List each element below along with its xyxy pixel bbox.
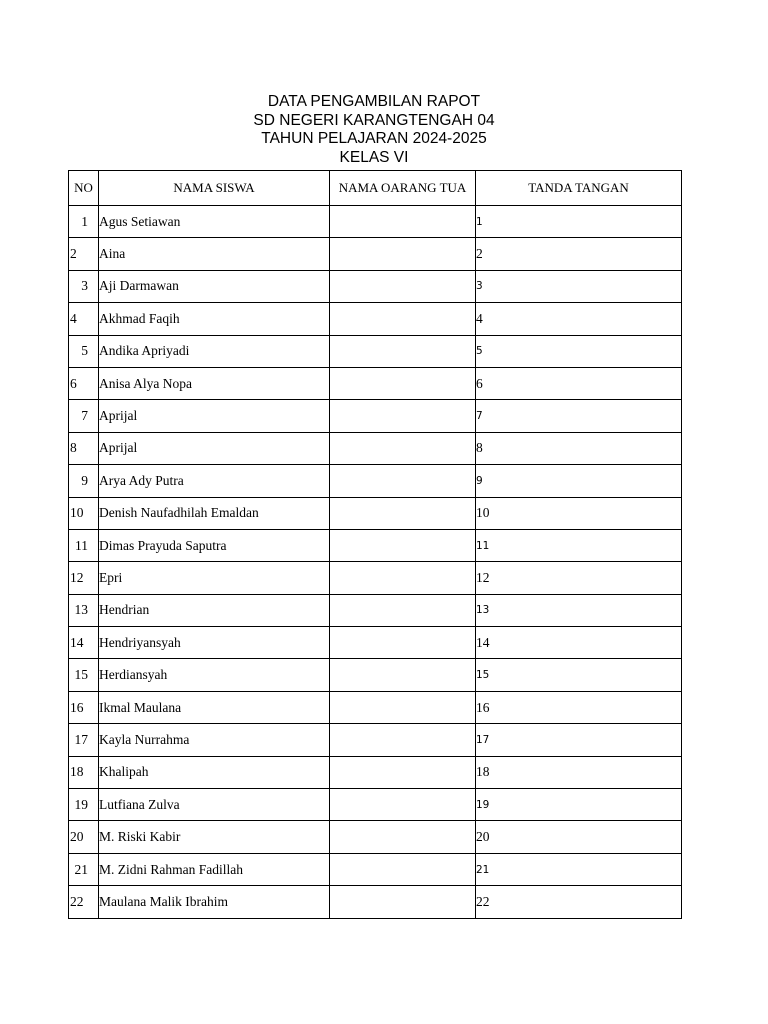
- table-row: [69, 853, 682, 885]
- row-number-cell: 13: [69, 594, 99, 626]
- row-number-cell: 6: [69, 367, 99, 399]
- table-row: [69, 400, 682, 432]
- student-name-cell: Agus Setiawan: [99, 206, 330, 238]
- student-name-cell: Ikmal Maulana: [99, 691, 330, 723]
- parent-name-cell[interactable]: [330, 691, 476, 723]
- parent-name-cell[interactable]: [330, 400, 476, 432]
- signature-cell[interactable]: 11: [476, 529, 682, 561]
- signature-cell[interactable]: 6: [476, 367, 682, 399]
- student-name-cell: Maulana Malik Ibrahim: [99, 886, 330, 918]
- student-name-cell: M. Riski Kabir: [99, 821, 330, 853]
- title-line-report: DATA PENGAMBILAN RAPOT: [267, 93, 481, 110]
- parent-name-cell[interactable]: [330, 659, 476, 691]
- column-header-parent-name: NAMA OARANG TUA: [330, 171, 476, 206]
- table-header-row: [69, 171, 682, 206]
- table-row: [69, 465, 682, 497]
- signature-cell[interactable]: 18: [476, 756, 682, 788]
- title-line-class: KELAS VI: [339, 148, 409, 166]
- signature-cell[interactable]: 3: [476, 270, 682, 302]
- table-row: [69, 432, 682, 464]
- parent-name-cell[interactable]: [330, 756, 476, 788]
- table-row: [69, 206, 682, 238]
- student-name-cell: Arya Ady Putra: [99, 465, 330, 497]
- table-row: [69, 691, 682, 723]
- parent-name-cell[interactable]: [330, 853, 476, 885]
- student-name-cell: Lutfiana Zulva: [99, 789, 330, 821]
- row-number-cell: 4: [69, 303, 99, 335]
- row-number-cell: 5: [69, 335, 99, 367]
- student-name-cell: Aprijal: [99, 432, 330, 464]
- parent-name-cell[interactable]: [330, 367, 476, 399]
- student-roster-table: [68, 170, 682, 919]
- signature-cell[interactable]: 5: [476, 335, 682, 367]
- student-name-cell: Aji Darmawan: [99, 270, 330, 302]
- row-number-cell: 8: [69, 432, 99, 464]
- signature-cell[interactable]: 15: [476, 659, 682, 691]
- student-name-cell: Khalipah: [99, 756, 330, 788]
- student-name-cell: Andika Apriyadi: [99, 335, 330, 367]
- parent-name-cell[interactable]: [330, 432, 476, 464]
- table-row: [69, 821, 682, 853]
- student-name-cell: M. Zidni Rahman Fadillah: [99, 853, 330, 885]
- table-row: [69, 594, 682, 626]
- signature-cell[interactable]: 8: [476, 432, 682, 464]
- table-row: [69, 335, 682, 367]
- table-body: [69, 206, 682, 919]
- student-name-cell: Herdiansyah: [99, 659, 330, 691]
- student-name-cell: Dimas Prayuda Saputra: [99, 529, 330, 561]
- student-name-cell: Anisa Alya Nopa: [99, 367, 330, 399]
- signature-cell[interactable]: 7: [476, 400, 682, 432]
- row-number-cell: 10: [69, 497, 99, 529]
- signature-cell[interactable]: 4: [476, 303, 682, 335]
- parent-name-cell[interactable]: [330, 724, 476, 756]
- table-row: [69, 789, 682, 821]
- row-number-cell: 14: [69, 627, 99, 659]
- parent-name-cell[interactable]: [330, 270, 476, 302]
- signature-cell[interactable]: 9: [476, 465, 682, 497]
- column-header-signature: TANDA TANGAN: [476, 171, 682, 206]
- parent-name-cell[interactable]: [330, 335, 476, 367]
- row-number-cell: 18: [69, 756, 99, 788]
- table-row: [69, 724, 682, 756]
- title-line-school: SD NEGERI KARANGTENGAH 04: [253, 111, 495, 129]
- table-row: [69, 886, 682, 918]
- parent-name-cell[interactable]: [330, 303, 476, 335]
- signature-cell[interactable]: 13: [476, 594, 682, 626]
- signature-cell[interactable]: 1: [476, 206, 682, 238]
- student-name-cell: Denish Naufadhilah Emaldan: [99, 497, 330, 529]
- parent-name-cell[interactable]: [330, 886, 476, 918]
- row-number-cell: 9: [69, 465, 99, 497]
- row-number-cell: 12: [69, 562, 99, 594]
- parent-name-cell[interactable]: [330, 529, 476, 561]
- table-row: [69, 238, 682, 270]
- row-number-cell: 17: [69, 724, 99, 756]
- table-row: [69, 497, 682, 529]
- signature-cell[interactable]: 17: [476, 724, 682, 756]
- student-name-cell: Kayla Nurrahma: [99, 724, 330, 756]
- student-name-cell: Epri: [99, 562, 330, 594]
- table-row: [69, 659, 682, 691]
- row-number-cell: 16: [69, 691, 99, 723]
- table-row: [69, 270, 682, 302]
- table-row: [69, 562, 682, 594]
- student-name-cell: Aina: [99, 238, 330, 270]
- signature-cell[interactable]: 19: [476, 789, 682, 821]
- signature-cell[interactable]: 12: [476, 562, 682, 594]
- signature-cell[interactable]: 16: [476, 691, 682, 723]
- table-row: [69, 529, 682, 561]
- table-row: [69, 367, 682, 399]
- signature-cell[interactable]: 22: [476, 886, 682, 918]
- student-name-cell: Hendrian: [99, 594, 330, 626]
- parent-name-cell[interactable]: [330, 465, 476, 497]
- signature-cell[interactable]: 10: [476, 497, 682, 529]
- row-number-cell: 3: [69, 270, 99, 302]
- parent-name-cell[interactable]: [330, 627, 476, 659]
- row-number-cell: 21: [69, 853, 99, 885]
- document-title: [0, 93, 748, 167]
- signature-cell[interactable]: 20: [476, 821, 682, 853]
- parent-name-cell[interactable]: [330, 821, 476, 853]
- parent-name-cell[interactable]: [330, 238, 476, 270]
- parent-name-cell[interactable]: [330, 562, 476, 594]
- signature-cell[interactable]: 2: [476, 238, 682, 270]
- student-name-cell: Hendriyansyah: [99, 627, 330, 659]
- row-number-cell: 19: [69, 789, 99, 821]
- row-number-cell: 22: [69, 886, 99, 918]
- parent-name-cell[interactable]: [330, 497, 476, 529]
- row-number-cell: 15: [69, 659, 99, 691]
- table-row: [69, 627, 682, 659]
- row-number-cell: 7: [69, 400, 99, 432]
- title-line-year: TAHUN PELAJARAN 2024-2025: [261, 130, 487, 147]
- parent-name-cell[interactable]: [330, 594, 476, 626]
- signature-cell[interactable]: 14: [476, 627, 682, 659]
- signature-cell[interactable]: 21: [476, 853, 682, 885]
- column-header-student-name: NAMA SISWA: [99, 171, 330, 206]
- parent-name-cell[interactable]: [330, 789, 476, 821]
- row-number-cell: 20: [69, 821, 99, 853]
- parent-name-cell[interactable]: [330, 206, 476, 238]
- row-number-cell: 2: [69, 238, 99, 270]
- student-name-cell: Akhmad Faqih: [99, 303, 330, 335]
- row-number-cell: 11: [69, 529, 99, 561]
- table-row: [69, 756, 682, 788]
- table-row: [69, 303, 682, 335]
- row-number-cell: 1: [69, 206, 99, 238]
- student-name-cell: Aprijal: [99, 400, 330, 432]
- column-header-no: NO: [69, 171, 99, 206]
